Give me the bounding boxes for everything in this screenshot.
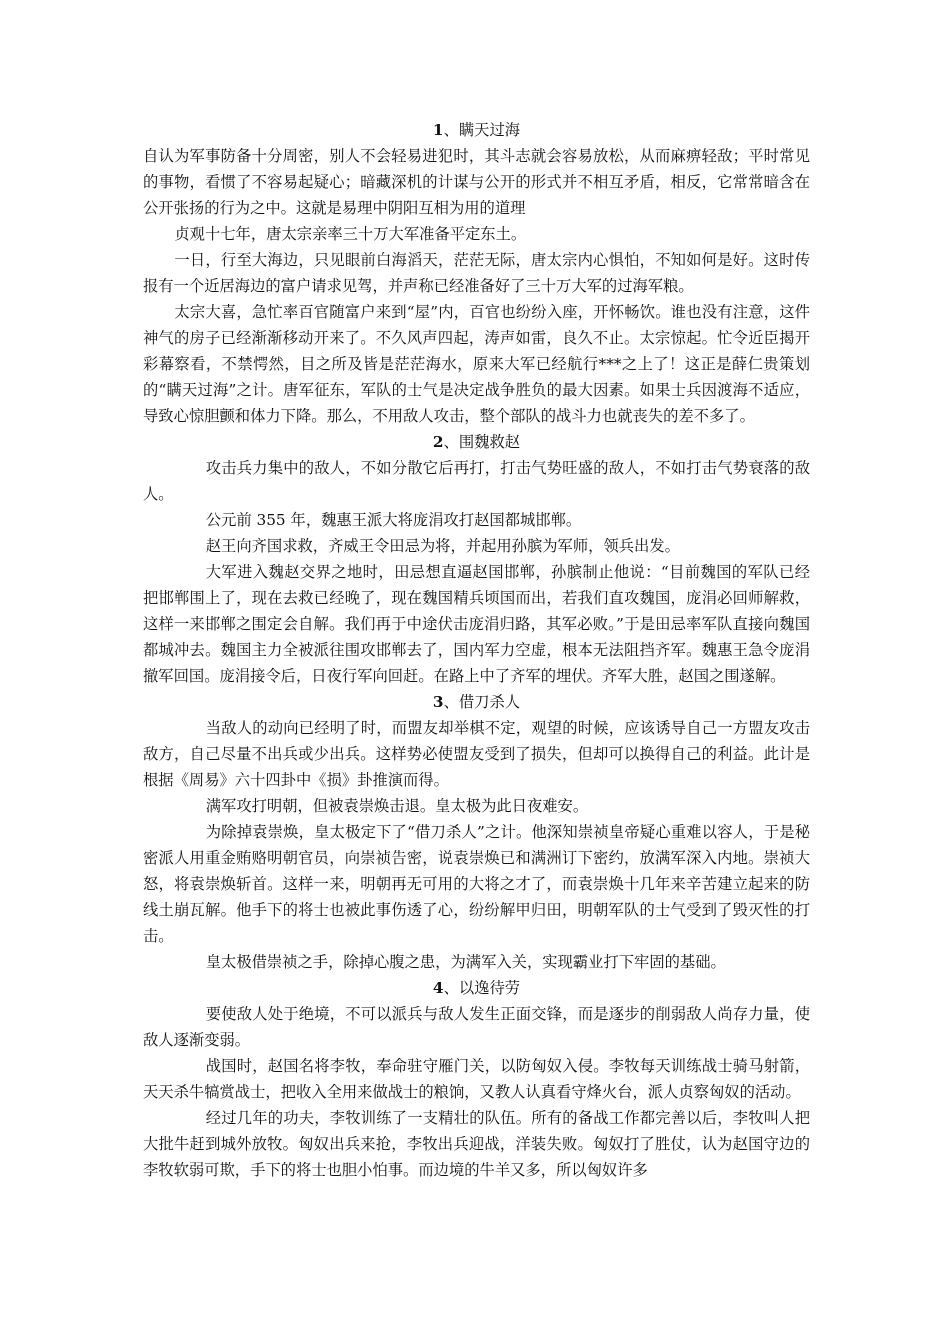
paragraph: 攻击兵力集中的敌人，不如分散它后再打，打击气势旺盛的敌人，不如打击气势衰落的敌人。 bbox=[143, 459, 810, 503]
paragraph: 太宗大喜，急忙率百官随富户来到“屋”内，百官也纷纷入座，开怀畅饮。谁也没有注意，这件神气的房子已经渐渐移动开来了。不久风声四起，涛声如雷，良久不止。太宗惊起。忙令近臣揭开彩幕察看，不禁愕然，目之所及皆是茫茫海水，原来大军已经航行***之上了！这正是薛仁贵策划的“瞒天过海”之计。唐军征东，军队的士气是决定战争胜负的最大因素。如果士兵因渡海不适应，导致心惊胆颤和体力下降。那么，不用敌人攻击，整个部队的战斗力也就丧失的差不多了。 bbox=[143, 303, 810, 425]
section-title-4: 4、以逸待劳 bbox=[432, 979, 521, 997]
paragraph: 要使敌人处于绝境，不可以派兵与敌人发生正面交锋，而是逐步的削弱敌人尚存力量，使敌人逐渐变弱。 bbox=[143, 1005, 810, 1049]
paragraph: 赵王向齐国求救，齐威王令田忌为将，并起用孙膑为军师，领兵出发。 bbox=[205, 537, 680, 555]
section-title-3: 3、借刀杀人 bbox=[432, 693, 521, 711]
paragraph: 为除掉袁崇焕，皇太极定下了“借刀杀人”之计。他深知崇祯皇帝疑心重难以容人，于是秘密派人用重金贿赂明朝官员，向崇祯告密，说袁崇焕已和满洲订下密约，放满军深入内地。崇祯大怒，将袁崇焕斩首。这样一来，明朝再无可用的大将之才了，而袁崇焕十几年来辛苦建立起来的防线土崩瓦解。他手下的将士也被此事伤透了心，纷纷解甲归田，明朝军队的士气受到了毁灭性的打击。 bbox=[143, 823, 810, 945]
paragraph: 战国时，赵国名将李牧，奉命驻守雁门关，以防匈奴入侵。李牧每天训练战士骑马射箭，天天杀牛犒赏战士，把收入全用来做战士的粮饷，又教人认真看守烽火台，派人贞察匈奴的活动。 bbox=[143, 1057, 810, 1101]
section-title-1: 1、瞒天过海 bbox=[432, 121, 521, 139]
paragraph: 大军进入魏赵交界之地时，田忌想直逼赵国邯郸，孙膑制止他说：“目前魏国的军队已经把邯郸围上了，现在去救已经晚了，现在魏国精兵顷国而出，若我们直攻魏国，庞涓必回师解救，这样一来邯郸之围定会自解。我们再于中途伏击庞涓归路，其军必败。”于是田忌率军队直接向魏国都城冲去。魏国主力全被派往围攻邯郸去了，国内军力空虚，根本无法阻挡齐军。魏惠王急令庞涓撤军回国。庞涓接令后，日夜行军向回赶。在路上中了齐军的埋伏。齐军大胜，赵国之围遂解。 bbox=[143, 563, 810, 685]
document-page bbox=[143, 117, 810, 1183]
paragraph: 贞观十七年，唐太宗亲率三十万大军准备平定东土。 bbox=[174, 225, 527, 243]
section-title-2: 2、围魏救赵 bbox=[432, 433, 521, 451]
paragraph: 当敌人的动向已经明了时，而盟友却举棋不定，观望的时候，应该诱导自己一方盟友攻击敌方，自己尽量不出兵或少出兵。这样势必使盟友受到了损失，但却可以换得自己的利益。此计是根据《周易》六十四卦中《损》卦推演而得。 bbox=[143, 719, 810, 789]
paragraph: 公元前 355 年，魏惠王派大将庞涓攻打赵国都城邯郸。 bbox=[205, 511, 582, 529]
paragraph: 一日，行至大海边，只见眼前白海滔天，茫茫无际，唐太宗内心惧怕，不知如何是好。这时传报有一个近居海边的富户请求见驾，并声称已经准备好了三十万大军的过海军粮。 bbox=[143, 251, 810, 295]
paragraph: 满军攻打明朝，但被袁崇焕击退。皇太极为此日夜难安。 bbox=[205, 797, 589, 815]
paragraph: 自认为军事防备十分周密，别人不会轻易进犯时，其斗志就会容易放松，从而麻痹轻敌；平时常见的事物，看惯了不容易起疑心；暗藏深机的计谋与公开的形式并不相互矛盾，相反，它常常暗含在公开张扬的行为之中。这就是易理中阴阳互相为用的道理 bbox=[143, 147, 810, 217]
paragraph: 经过几年的功夫，李牧训练了一支精壮的队伍。所有的备战工作都完善以后，李牧叫人把大批牛赶到城外放牧。匈奴出兵来抢，李牧出兵迎战，洋装失败。匈奴打了胜仗，认为赵国守边的李牧软弱可欺，手下的将士也胆小怕事。而边境的牛羊又多，所以匈奴许多 bbox=[143, 1109, 810, 1179]
paragraph: 皇太极借崇祯之手，除掉心腹之患，为满军入关，实现霸业打下牢固的基础。 bbox=[205, 953, 726, 971]
